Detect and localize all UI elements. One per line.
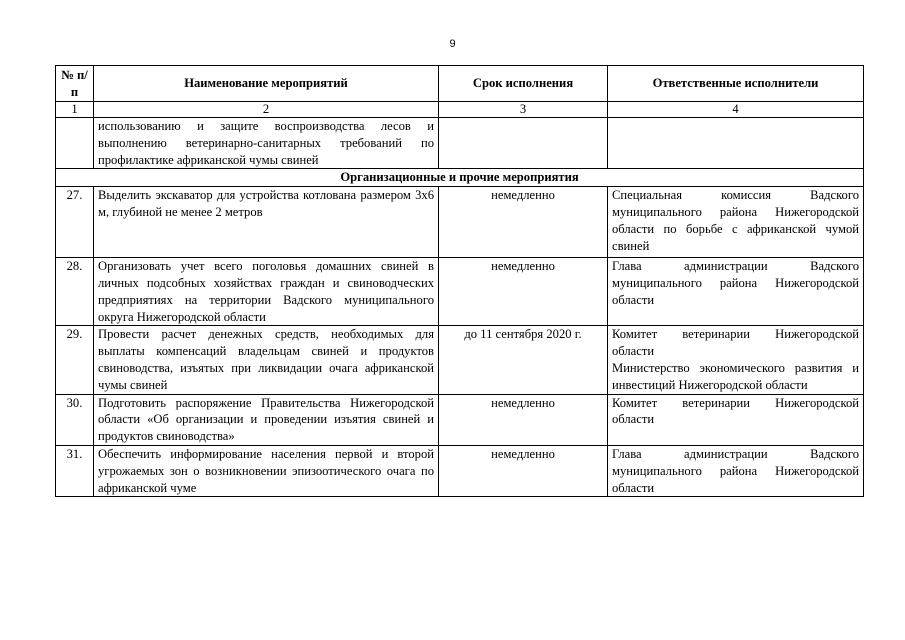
event-name: использованию и защите воспроизводства лесов и выполнению ветеринарно-санитарных требований по профилактике африканской чумы свиней [94,118,439,169]
column-number: 3 [439,102,608,118]
column-numbers-row [56,102,864,118]
section-title: Организационные и прочие мероприятия [56,169,864,187]
responsible-entry: Глава администрации Вадского муниципального района Нижегородской области [612,446,859,495]
responsible-entry: Министерство экономического развития и инвестиций Нижегородской области [612,360,859,392]
page-number: 9 [449,38,456,50]
event-responsible [608,187,864,258]
event-deadline [439,118,608,169]
events-table [55,65,864,497]
column-number: 1 [56,102,94,118]
table-row [56,258,864,326]
row-number [56,118,94,169]
event-name: Организовать учет всего поголовья домашних свиней в личных подсобных хозяйствах граждан и свиноводческих предприятиях на территории Вадского муниципального округа Нижегородской области [94,258,439,326]
row-number: 31. [56,445,94,496]
table-row [56,394,864,445]
continuation-row [56,118,864,169]
event-deadline: немедленно [439,394,608,445]
table-row [56,445,864,496]
event-deadline: до 11 сентября 2020 г. [439,326,608,394]
event-deadline: немедленно [439,258,608,326]
header-responsible: Ответственные исполнители [608,66,864,102]
event-deadline: немедленно [439,445,608,496]
row-number: 30. [56,394,94,445]
header-deadline: Срок исполнения [439,66,608,102]
row-number: 27. [56,187,94,258]
responsible-entry: Глава администрации Вадского муниципального района Нижегородской области [612,259,859,307]
event-responsible [608,445,864,496]
responsible-entry: Комитет ветеринарии Нижегородской области [612,395,859,427]
responsible-entry: Специальная комиссия Вадского муниципального района Нижегородской области по борьбе с африканской чумой свиней [612,188,859,253]
header-name: Наименование мероприятий [94,66,439,102]
event-name: Провести расчет денежных средств, необходимых для выплаты компенсаций владельцам свиней и продуктов свиноводства, изъятых при ликвидации очага африканской чумы свиней [94,326,439,394]
responsible-entry: Комитет ветеринарии Нижегородской области [612,327,859,359]
event-responsible [608,258,864,326]
event-name: Подготовить распоряжение Правительства Нижегородской области «Об организации и проведении изъятия свиней и продуктов свиноводства» [94,394,439,445]
event-name: Обеспечить информирование населения первой и второй угрожаемых зон о возникновении эпизоотического очага по африканской чуме [94,445,439,496]
header-row [56,66,864,102]
event-responsible [608,326,864,394]
column-number: 4 [608,102,864,118]
event-responsible [608,118,864,169]
event-deadline: немедленно [439,187,608,258]
row-number: 28. [56,258,94,326]
event-responsible [608,394,864,445]
event-name: Выделить экскаватор для устройства котлована размером 3х6 м, глубиной не менее 2 метров [94,187,439,258]
column-number: 2 [94,102,439,118]
section-row [56,169,864,187]
table-row [56,187,864,258]
header-num: № п/п [56,66,94,102]
table-row [56,326,864,394]
row-number: 29. [56,326,94,394]
